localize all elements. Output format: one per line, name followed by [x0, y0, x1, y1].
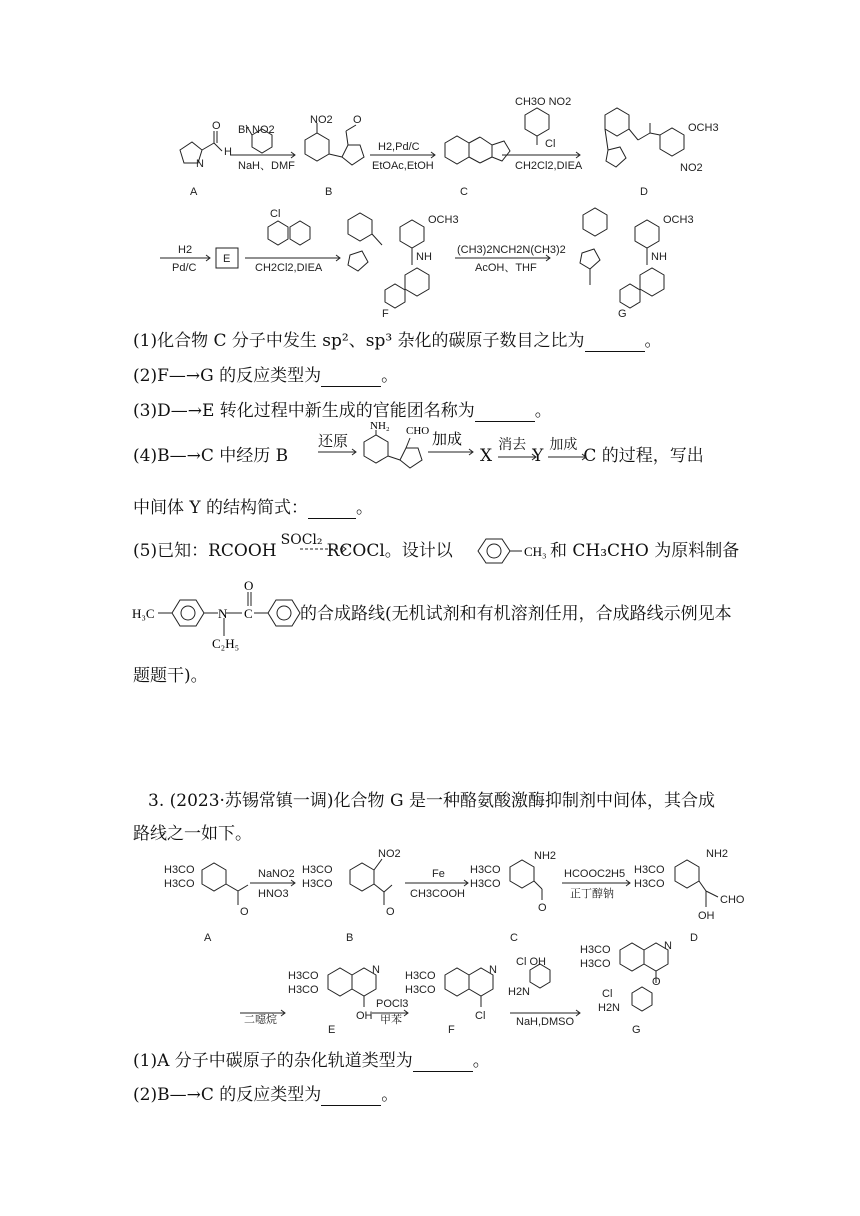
question-4-line2: 中间体 Y 的结构简式： 。: [133, 498, 374, 518]
problem-3-intro: 3. (2023·苏锡常镇一调)化合物 G 是一种酪氨酸激酶抑制剂中间体，其合成: [148, 791, 715, 811]
label2-c: C: [510, 932, 518, 944]
group-a-h: H: [224, 146, 232, 158]
label-e: E: [223, 253, 231, 265]
label-g: G: [618, 308, 627, 320]
problem-3-question-1: (1)A 分子中碳原子的杂化轨道类型为 。: [133, 1051, 490, 1071]
svg-text:H3CO: H3CO: [164, 864, 195, 876]
svg-text:H3CO: H3CO: [302, 864, 333, 876]
group-d-no2: NO2: [680, 162, 703, 174]
label2-e: E: [328, 1024, 336, 1035]
answer-blank-4[interactable]: [308, 502, 356, 519]
svg-text:H3CO: H3CO: [288, 970, 319, 982]
svg-text:Cl: Cl: [475, 1010, 486, 1022]
svg-text:OH: OH: [698, 910, 715, 922]
svg-text:O: O: [386, 906, 395, 918]
q4-tail: X 消去 Y 加成 C 的过程，写出: [480, 437, 704, 466]
svg-text:CHO: CHO: [406, 425, 430, 437]
svg-text:H3CO: H3CO: [405, 984, 436, 996]
q4-step1: 还原: [318, 432, 349, 450]
svg-text:H3CO: H3CO: [470, 878, 501, 890]
reagent-ab-top: Br NO2: [238, 124, 275, 136]
label2-g: G: [632, 1024, 641, 1035]
question-5: (5)已知：RCOOH SOCl₂ RCOCl。设计以: [133, 532, 453, 561]
label-b: B: [325, 186, 333, 198]
question-5-line2: 的合成路线(无机试剂和有机溶剂任用，合成路线示例见本: [300, 604, 732, 624]
svg-text:H2N: H2N: [508, 986, 531, 998]
q4-intermediate-structure: [318, 420, 478, 480]
question-5-line3: 题题干)。: [133, 666, 208, 686]
reagent-ef-bottom: CH2Cl2,DIEA: [255, 262, 323, 274]
question-3: (3)D—→E 转化过程中新生成的官能团名称为 。: [133, 401, 552, 421]
svg-text:H₃C: H₃C: [132, 606, 155, 621]
reagent-cd-group: CH3O NO2: [515, 96, 572, 108]
question-2: (2)F—→G 的反应类型为 。: [133, 366, 399, 386]
label-f: F: [382, 308, 389, 320]
svg-text:H3CO: H3CO: [288, 984, 319, 996]
question-4: (4)B—→C 中经历 B: [133, 446, 289, 466]
svg-text:HCOOC2H5: HCOOC2H5: [564, 868, 626, 880]
group-a-n: N: [196, 158, 204, 170]
svg-text:二噁烷: 二噁烷: [244, 1014, 277, 1026]
svg-text:H3CO: H3CO: [580, 958, 611, 970]
svg-text:H3CO: H3CO: [634, 864, 665, 876]
svg-text:H3CO: H3CO: [302, 878, 333, 890]
scheme-2: [150, 845, 750, 1035]
q5-toluene: [472, 534, 552, 568]
label-d: D: [640, 186, 648, 198]
svg-text:正丁醇钠: 正丁醇钠: [570, 888, 614, 900]
q4-arrows: [490, 452, 630, 462]
reagent-fg-bottom: AcOH、THF: [475, 262, 537, 274]
label2-d: D: [690, 932, 698, 944]
svg-text:C₂H₅: C₂H₅: [212, 636, 240, 651]
question-1: (1)化合物 C 分子中发生 sp²、sp³ 杂化的碳原子数目之比为 。: [133, 331, 662, 351]
svg-text:O: O: [240, 906, 249, 918]
svg-text:NH2: NH2: [534, 850, 557, 862]
svg-text:H3CO: H3CO: [580, 944, 611, 956]
group-g-och3: OCH3: [663, 214, 694, 226]
reagent-de-bottom: Pd/C: [172, 262, 197, 274]
svg-text:N: N: [372, 964, 380, 976]
svg-text:O: O: [244, 578, 254, 593]
answer-blank-p3-1[interactable]: [413, 1055, 473, 1072]
answer-blank-2[interactable]: [321, 370, 381, 387]
problem-3-intro-2: 路线之一如下。: [133, 824, 252, 844]
svg-text:H3CO: H3CO: [405, 970, 436, 982]
svg-text:O: O: [652, 976, 661, 988]
svg-text:CH₃: CH₃: [524, 544, 547, 559]
svg-text:N: N: [218, 606, 228, 621]
reagent-fg-top: (CH3)2NCH2N(CH3)2: [457, 244, 566, 256]
group-f-nh: NH: [416, 251, 432, 263]
svg-text:NH₂: NH₂: [370, 420, 390, 432]
label2-f: F: [448, 1024, 455, 1035]
answer-blank-p3-2[interactable]: [321, 1089, 381, 1106]
svg-text:OH: OH: [356, 1010, 373, 1022]
svg-text:NaNO2: NaNO2: [258, 868, 295, 880]
group-f-och3: OCH3: [428, 214, 459, 226]
svg-text:Cl OH: Cl OH: [516, 956, 546, 968]
answer-blank-3[interactable]: [475, 405, 535, 422]
svg-text:O: O: [538, 902, 547, 914]
reagent-cd-cl: Cl: [545, 138, 556, 150]
svg-text:H2N: H2N: [598, 1002, 621, 1014]
svg-text:POCl3: POCl3: [376, 998, 409, 1010]
group-b-o: O: [353, 114, 362, 126]
group-d-och3: OCH3: [688, 122, 719, 134]
q5-arrow: [298, 544, 358, 554]
svg-text:Cl: Cl: [602, 988, 613, 1000]
svg-text:CH3COOH: CH3COOH: [410, 888, 466, 900]
group-b-no2: NO2: [310, 114, 333, 126]
reagent-bc-top: H2,Pd/C: [378, 141, 420, 153]
svg-text:Fe: Fe: [432, 868, 445, 880]
reagent-ab-bottom: NaH、DMF: [238, 160, 295, 172]
scheme-1: [150, 95, 750, 325]
answer-blank-1[interactable]: [585, 335, 645, 352]
problem-3-question-2: (2)B—→C 的反应类型为 。: [133, 1085, 399, 1105]
label2-a: A: [204, 932, 212, 944]
label-a: A: [190, 186, 198, 198]
svg-text:HNO3: HNO3: [258, 888, 289, 900]
q5-target-structure: [132, 578, 302, 652]
group-a-o: O: [212, 120, 221, 132]
svg-text:N: N: [664, 940, 672, 952]
reagent-bc-bottom: EtOAc,EtOH: [372, 160, 434, 172]
label-c: C: [460, 186, 468, 198]
reagent-de-top: H2: [178, 244, 193, 256]
svg-text:甲苯: 甲苯: [380, 1014, 402, 1026]
svg-text:H3CO: H3CO: [634, 878, 665, 890]
svg-text:CHO: CHO: [720, 894, 745, 906]
reagent-cd-bottom: CH2Cl2,DIEA: [515, 160, 583, 172]
question-5-cont: 和 CH₃CHO 为原料制备: [550, 541, 740, 561]
svg-text:H3CO: H3CO: [470, 864, 501, 876]
reagent-ef-cl: Cl: [270, 208, 281, 220]
svg-text:NO2: NO2: [378, 848, 401, 860]
svg-text:C: C: [244, 606, 253, 621]
label2-b: B: [346, 932, 354, 944]
svg-text:NH2: NH2: [706, 848, 729, 860]
svg-text:NaH,DMSO: NaH,DMSO: [516, 1016, 575, 1028]
svg-text:N: N: [489, 964, 497, 976]
svg-text:H3CO: H3CO: [164, 878, 195, 890]
svg-text:加成: 加成: [432, 432, 463, 448]
group-g-nh: NH: [651, 251, 667, 263]
